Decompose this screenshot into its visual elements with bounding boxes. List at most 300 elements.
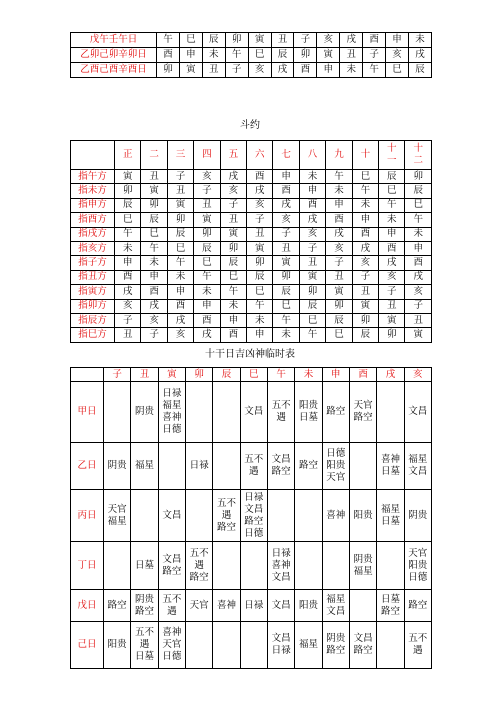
table-cell: 未 [340,63,363,78]
table-cell: 申 [220,313,246,327]
table-cell: 卯 [299,285,325,299]
table-cell: 寅 [405,328,432,342]
table-cell: 午 [405,213,432,227]
table-cell: 卯 [273,270,299,284]
row-label: 指未方 [71,184,115,198]
table-cell: 未 [194,285,220,299]
table-cell: 卯 [405,170,432,184]
table-cell: 五不 遇 日墓 [131,622,158,669]
table-cell: 午 [352,184,378,198]
table-cell: 寅 [220,227,246,241]
table-cell: 亥 [248,63,271,78]
column-header: 午 [267,368,294,382]
table-cell: 阴贵 [131,382,158,443]
table-cell: 酉 [405,256,432,270]
column-header: 六 [247,141,273,170]
table-cell [213,382,240,443]
column-header: 酉 [349,368,376,382]
table-cell: 阳贵 日墓 [295,382,322,443]
table-cell: 喜神 日墓 [377,443,404,490]
table-cell [213,542,240,590]
table-cell: 寅 [379,313,405,327]
table-cell: 巳 [405,198,432,212]
table-row [71,328,432,342]
table-row [71,542,432,590]
table-cell: 天官 福星 [104,490,131,542]
column-header: 七 [273,141,299,170]
table-cell: 阳贵 [295,590,322,622]
table-cell: 丑 [202,63,225,78]
table-cell: 文昌 [267,590,294,622]
row-label: 丙日 [71,490,104,542]
table-cell: 福星 [295,622,322,669]
table-cell: 辰 [408,63,431,78]
table-cell: 未 [247,313,273,327]
table-cell: 丑 [247,227,273,241]
table-cell: 巳 [299,313,325,327]
table-cell: 日禄 [185,443,212,490]
column-header: 申 [322,368,349,382]
table-cell: 未 [115,241,141,255]
table-cell: 戌 [352,241,378,255]
column-header: 子 [104,368,131,382]
table-cell: 卯 [220,241,246,255]
table-cell: 戌 [273,198,299,212]
table-cell: 申 [386,33,409,48]
table-cell: 寅 [141,184,167,198]
table-cell: 戌 [220,170,246,184]
table-cell: 寅 [326,285,352,299]
table-cell: 亥 [247,198,273,212]
table-cell: 午 [115,227,141,241]
table-cell: 寅 [115,170,141,184]
table-cell: 卯 [115,184,141,198]
table-cell: 辰 [247,270,273,284]
table-cell: 五不 遇 路空 [213,490,240,542]
column-header: 二 [141,141,167,170]
table-cell: 文昌 [240,382,267,443]
table-1 [70,32,432,78]
table-cell [240,622,267,669]
table-cell: 申 [405,241,432,255]
table-cell: 五不 遇 [158,590,185,622]
table-cell: 寅 [194,213,220,227]
column-header: 十 一 [379,141,405,170]
table-cell: 福星 [131,443,158,490]
table-cell: 寅 [247,241,273,255]
table-row [71,256,432,270]
table-cell: 戌 [405,270,432,284]
table-cell: 喜神 天官 日德 [158,622,185,669]
table-cell: 子 [299,241,325,255]
table-cell: 辰 [271,48,294,63]
table-row [71,590,432,622]
table-cell: 子 [326,256,352,270]
table-cell: 日德 阳贵 天官 [322,443,349,490]
table-cell [104,542,131,590]
table-cell: 亥 [405,285,432,299]
table-cell: 子 [167,170,193,184]
table-row [71,198,432,212]
column-header: 亥 [404,368,431,382]
table-cell: 路空 [404,590,431,622]
table-cell: 辰 [273,285,299,299]
table-cell: 寅 [179,63,202,78]
table-cell: 申 [317,63,340,78]
table-cell: 天官 [185,590,212,622]
table-cell: 寅 [299,270,325,284]
table-cell: 日禄 文昌 路空 日德 [240,490,267,542]
row-label: 己日 [71,622,104,669]
column-header: 巳 [240,368,267,382]
table-cell: 未 [379,213,405,227]
table-cell: 日禄 福星 喜神 日德 [158,382,185,443]
table-cell: 路空 [322,382,349,443]
column-header: 戌 [377,368,404,382]
table-cell: 卯 [157,63,180,78]
table-row [71,382,432,443]
table-cell: 丑 [299,256,325,270]
table-row [71,184,432,198]
table-cell: 亥 [141,313,167,327]
table-cell: 辰 [379,170,405,184]
table-cell: 戌 [167,313,193,327]
row-label: 指戌方 [71,227,115,241]
table-cell: 午 [157,33,180,48]
row-label: 乙卯己卯辛卯日 [71,48,157,63]
table-cell: 丑 [115,328,141,342]
table-cell: 卯 [379,328,405,342]
table-cell: 未 [299,170,325,184]
table-cell: 辰 [141,213,167,227]
table-cell [213,622,240,669]
table-cell: 文昌 [158,490,185,542]
table-row [71,313,432,327]
table-cell: 申 [379,227,405,241]
column-header: 寅 [158,368,185,382]
table-cell: 巳 [115,213,141,227]
table-cell: 未 [141,256,167,270]
table-cell: 日禄 [240,590,267,622]
table-cell: 卯 [247,256,273,270]
table-cell: 辰 [167,227,193,241]
row-label: 乙酉己酉辛酉日 [71,63,157,78]
table-cell: 喜神 [322,490,349,542]
table-cell: 戌 [340,33,363,48]
table-cell: 申 [326,198,352,212]
table-cell: 巳 [386,63,409,78]
table-cell: 子 [220,198,246,212]
table-cell [131,490,158,542]
table-row [71,213,432,227]
table-cell: 寅 [352,299,378,313]
table-cell: 阴贵 [404,490,431,542]
table-cell: 亥 [352,256,378,270]
table-cell: 丑 [379,299,405,313]
table-row [71,270,432,284]
table-cell: 路空 [104,590,131,622]
column-header: 未 [295,368,322,382]
table-cell: 戌 [299,213,325,227]
row-label: 戊日 [71,590,104,622]
table-cell: 戌 [271,63,294,78]
table-cell: 午 [363,63,386,78]
table-cell: 天官 路空 [349,382,376,443]
table-cell: 丑 [141,170,167,184]
row-label: 指申方 [71,198,115,212]
table-cell: 五不 遇 [267,382,294,443]
table-cell: 亥 [317,33,340,48]
table-cell: 申 [352,213,378,227]
table-cell: 戌 [247,184,273,198]
table-cell: 五不 遇 [404,622,431,669]
table-cell: 文昌 日禄 [267,622,294,669]
table-cell: 巳 [179,33,202,48]
table-cell: 辰 [115,198,141,212]
table-row [71,48,432,63]
table-cell: 子 [141,328,167,342]
row-label: 指亥方 [71,241,115,255]
table-cell: 丑 [194,198,220,212]
table-cell: 申 [167,285,193,299]
table-row [71,299,432,313]
table-cell: 文昌 路空 [267,443,294,490]
table-cell: 午 [379,198,405,212]
table-cell: 辰 [405,184,432,198]
table-cell [322,542,349,590]
column-header: 三 [167,141,193,170]
table-cell: 卯 [352,313,378,327]
table-cell: 阴贵 路空 [322,622,349,669]
table-cell: 午 [247,299,273,313]
table-cell: 卯 [194,227,220,241]
table-cell: 福星 文昌 [322,590,349,622]
row-label: 甲日 [71,382,104,443]
table-cell [295,542,322,590]
table-cell: 子 [194,184,220,198]
table-cell: 酉 [247,170,273,184]
table-cell: 未 [326,184,352,198]
table-cell: 申 [141,270,167,284]
table-cell: 子 [294,33,317,48]
table-cell [349,443,376,490]
table-cell: 巳 [326,328,352,342]
column-header: 五 [220,141,246,170]
table-row [71,443,432,490]
row-label: 乙日 [71,443,104,490]
table-cell: 亥 [167,328,193,342]
table-cell: 子 [115,313,141,327]
table-cell [267,490,294,542]
table-cell: 午 [273,313,299,327]
table-cell: 戌 [115,285,141,299]
table-cell: 亥 [194,170,220,184]
table-cell: 酉 [194,313,220,327]
table-cell: 酉 [352,227,378,241]
table-cell: 戌 [141,299,167,313]
table-cell: 文昌 [404,382,431,443]
table-row [71,241,432,255]
table-cell: 酉 [220,328,246,342]
table-cell: 丑 [167,184,193,198]
table-cell: 子 [363,48,386,63]
table-cell [240,542,267,590]
table-3 [70,367,432,669]
column-header: 八 [299,141,325,170]
table-cell: 辰 [194,241,220,255]
table-cell: 子 [225,63,248,78]
table-cell: 巳 [273,299,299,313]
table-cell: 辰 [326,313,352,327]
table-cell: 亥 [115,299,141,313]
table-cell: 丑 [326,270,352,284]
table-cell: 未 [405,227,432,241]
table-cell: 丑 [273,241,299,255]
table-cell: 日禄 喜神 文昌 [267,542,294,590]
table-cell: 五不 遇 路空 [185,542,212,590]
table-cell: 未 [202,48,225,63]
corner-cell [71,368,104,382]
table-cell: 文昌 路空 [158,542,185,590]
table-cell: 亥 [273,213,299,227]
table-2 [70,140,432,343]
table-cell: 寅 [273,256,299,270]
table-cell: 酉 [115,270,141,284]
row-label: 指辰方 [71,313,115,327]
table-cell: 申 [115,256,141,270]
table-cell: 未 [220,299,246,313]
table-cell: 巳 [247,285,273,299]
header-row [71,368,432,382]
table-cell [213,443,240,490]
table-cell: 申 [194,299,220,313]
table-row [71,490,432,542]
table-cell: 寅 [317,48,340,63]
table-cell [185,622,212,669]
table-cell: 亥 [299,227,325,241]
table-cell: 福星 文昌 [404,443,431,490]
row-label: 指午方 [71,170,115,184]
column-header: 十 二 [405,141,432,170]
table-cell: 未 [273,328,299,342]
table-cell [185,490,212,542]
table-cell: 酉 [299,198,325,212]
table-cell: 丑 [352,285,378,299]
table-cell: 午 [326,170,352,184]
row-label: 指子方 [71,256,115,270]
table-cell: 酉 [379,241,405,255]
table-cell: 巳 [194,256,220,270]
table-cell: 戌 [408,48,431,63]
table-cell: 文昌 路空 [349,622,376,669]
column-header: 卯 [185,368,212,382]
table-cell: 酉 [167,299,193,313]
table-cell: 巳 [352,170,378,184]
table-cell [185,382,212,443]
table-cell: 子 [247,213,273,227]
table-cell: 酉 [273,184,299,198]
table-cell: 巳 [220,270,246,284]
table-cell: 亥 [379,270,405,284]
table-cell: 申 [179,48,202,63]
table-row [71,63,432,78]
table-cell: 申 [273,170,299,184]
table-cell: 午 [225,48,248,63]
table-cell [377,622,404,669]
table-cell: 戌 [194,328,220,342]
column-header: 辰 [213,368,240,382]
table-3-title: 十干日吉凶神临时表 [205,349,295,360]
table-cell: 午 [167,256,193,270]
table-cell: 卯 [167,213,193,227]
table-cell: 寅 [248,33,271,48]
table-cell: 酉 [141,285,167,299]
table-cell: 辰 [299,299,325,313]
table-cell: 福星 日墓 [377,490,404,542]
row-label: 戊午壬午日 [71,33,157,48]
table-cell [377,382,404,443]
table-cell: 喜神 [213,590,240,622]
table-cell: 巳 [379,184,405,198]
table-cell: 巳 [167,241,193,255]
row-label: 指卯方 [71,299,115,313]
table-row [71,227,432,241]
table-cell: 卯 [294,48,317,63]
table-cell: 午 [220,285,246,299]
table-cell: 酉 [363,33,386,48]
table-cell: 阳贵 [349,490,376,542]
table-cell: 天官 阳贵 日德 [404,542,431,590]
table-row [71,33,432,48]
table-cell: 未 [167,270,193,284]
table-cell: 辰 [202,33,225,48]
table-cell: 日墓 路空 [377,590,404,622]
table-cell: 丑 [271,33,294,48]
table-cell: 阴贵 路空 [131,590,158,622]
table-cell: 酉 [326,213,352,227]
table-cell: 午 [299,328,325,342]
table-cell: 未 [408,33,431,48]
table-2-title: 斗约 [240,120,260,131]
column-header: 正 [115,141,141,170]
table-cell: 日墓 [131,542,158,590]
table-cell: 子 [352,270,378,284]
table-cell: 戌 [326,227,352,241]
row-label: 丁日 [71,542,104,590]
column-header: 丑 [131,368,158,382]
corner-cell [71,141,115,170]
table-cell: 辰 [352,328,378,342]
table-cell: 卯 [225,33,248,48]
table-cell [158,443,185,490]
table-cell [349,590,376,622]
column-header: 九 [326,141,352,170]
table-cell: 卯 [326,299,352,313]
row-label: 指丑方 [71,270,115,284]
table-cell: 亥 [220,184,246,198]
table-cell [377,542,404,590]
column-header: 四 [194,141,220,170]
table-cell: 丑 [220,213,246,227]
table-cell: 未 [352,198,378,212]
table-cell: 申 [299,184,325,198]
table-cell: 阴贵 福星 [349,542,376,590]
table-cell: 子 [379,285,405,299]
table-row [71,622,432,669]
table-cell: 路空 [295,443,322,490]
table-cell: 卯 [141,198,167,212]
column-header: 十 [352,141,378,170]
